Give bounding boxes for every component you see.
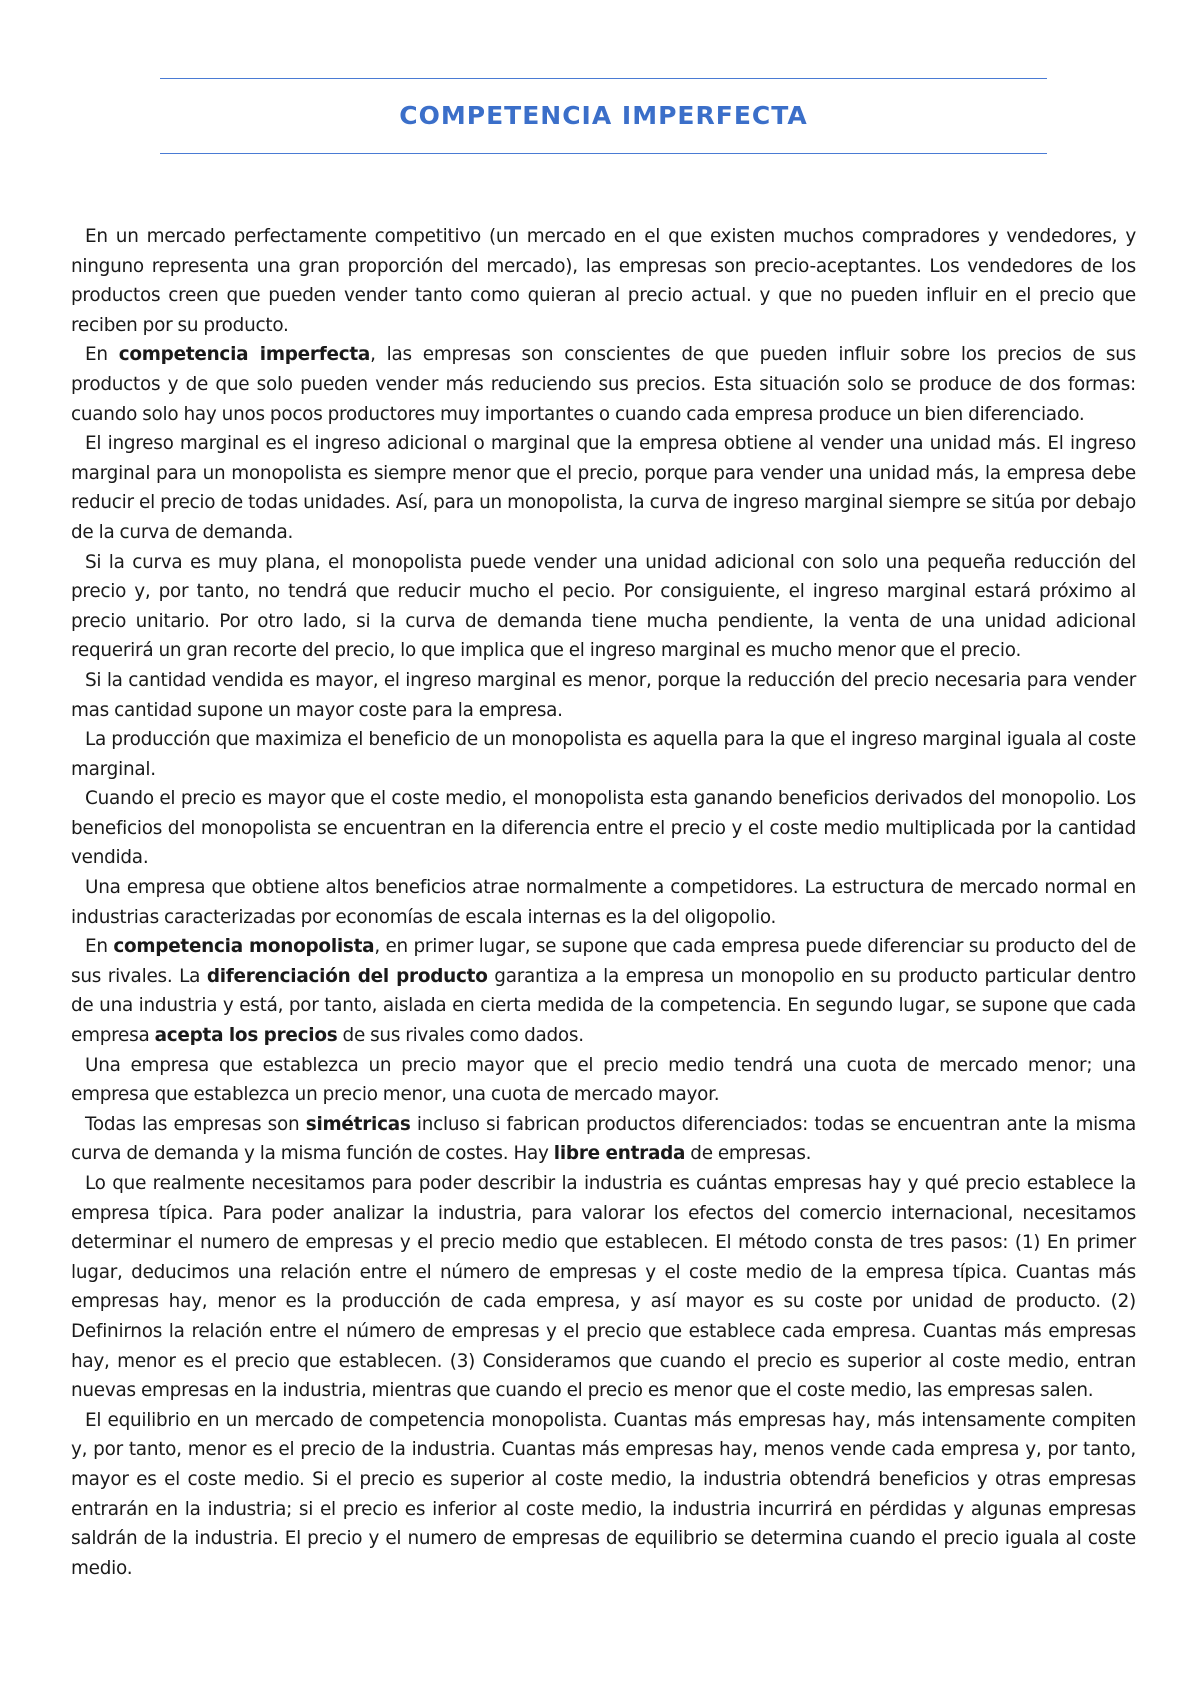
paragraph-3: El ingreso marginal es el ingreso adicional o marginal que la empresa obtiene al vender una unidad más. El ingreso marginal para un monopolista es siempre menor que el precio, porque para vender una unidad más, la empresa debe reducir el precio de todas unidades. Así, para un monopolista, la curva de ingreso marginal siempre se sitúa por debajo de la curva de demanda. xyxy=(71,433,1136,543)
paragraph-11-text: Todas las empresas son xyxy=(85,1113,306,1135)
paragraph-11 xyxy=(71,1110,1136,1169)
paragraph-9 xyxy=(71,932,1136,1050)
term-simetricas: simétricas xyxy=(305,1113,411,1135)
paragraph-8: Una empresa que obtiene altos beneficios atrae normalmente a competidores. La estructura de mercado normal en industrias caracterizadas por economías de escala internas es la del oligopolio. xyxy=(71,877,1136,928)
term-acepta-los-precios: acepta los precios xyxy=(154,1025,338,1047)
paragraph-9-text: garantiza a la empresa un monopolio en su producto particular dentro de una industria y está, por tanto, aislada en cierta medida de la competencia. En segundo lugar, se supone que cada empresa xyxy=(71,965,1136,1047)
term-competencia-imperfecta: competencia imperfecta xyxy=(118,344,371,366)
paragraph-7: Cuando el precio es mayor que el coste medio, el monopolista esta ganando beneficios derivados del monopolio. Los beneficios del monopolista se encuentran en la diferencia entre el precio y el coste medio multiplicada por la cantidad vendida. xyxy=(71,788,1136,869)
paragraph-9-text: de sus rivales como dados. xyxy=(337,1025,584,1047)
paragraph-9-text: , en primer lugar, se supone que cada empresa puede diferenciar su producto del de sus rivales. La xyxy=(71,936,1136,987)
document-title: COMPETENCIA IMPERFECTA xyxy=(399,101,808,130)
paragraph-4: Si la curva es muy plana, el monopolista puede vender una unidad adicional con solo una pequeña reducción del precio y, por tanto, no tendrá que reducir mucho el pecio. Por consiguiente, el ingreso marginal estará próximo al precio unitario. Por otro lado, si la curva de demanda tiene mucha pendiente, la venta de una unidad adicional requerirá un gran recorte del precio, lo que implica que el ingreso marginal es mucho menor que el precio. xyxy=(71,551,1136,662)
term-libre-entrada: libre entrada xyxy=(553,1143,686,1165)
term-diferenciacion-del-producto: diferenciación del producto xyxy=(206,965,488,987)
paragraph-13: El equilibrio en un mercado de competencia monopolista. Cuantas más empresas hay, más intensamente compiten y, por tanto, menor es el precio de la industria. Cuantas más empresas hay, menos vende cada empresa y, por tanto, mayor es el coste medio. Si el precio es superior al coste medio, la industria obtendrá beneficios y otras empresas entrarán en la industria; si el precio es inferior al coste medio, la industria incurrirá en pérdidas y algunas empresas saldrán de la industria. El precio y el numero de empresas de equilibrio se determina cuando el precio iguala al coste medio. xyxy=(71,1409,1136,1579)
paragraph-11-text: incluso si fabrican productos diferenciados: todas se encuentran ante la misma curva de demanda y la misma función de costes. Hay xyxy=(71,1113,1136,1165)
paragraph-9-text: En xyxy=(85,936,114,958)
paragraph-2-text: En xyxy=(85,344,119,366)
term-competencia-monopolista: competencia monopolista xyxy=(113,936,375,958)
paragraph-2 xyxy=(71,340,1136,429)
paragraph-5: Si la cantidad vendida es mayor, el ingreso marginal es menor, porque la reducción del precio necesaria para vender mas cantidad supone un mayor coste para la empresa. xyxy=(71,669,1136,721)
paragraph-11-text: de empresas. xyxy=(685,1143,812,1165)
paragraph-2-text: , las empresas son conscientes de que pueden influir sobre los precios de sus productos y de que solo pueden vender más reduciendo sus precios. Esta situación solo se produce de dos formas: cuando solo hay unos pocos productores muy importantes o cuando cada empresa produce un bien diferenciado. xyxy=(71,344,1136,425)
title-bottom-rule xyxy=(160,153,1047,154)
paragraph-12: Lo que realmente necesitamos para poder describir la industria es cuántas empresas hay y qué precio establece la empresa típica. Para poder analizar la industria, para valorar los efectos del comercio internacional, necesitamos determinar el numero de empresas y el precio medio que establecen. El método consta de tres pasos: (1) En primer lugar, deducimos una relación entre el número de empresas y el coste medio de la empresa típica. Cuantas más empresas hay, menor es la producción de cada empresa, y así mayor es su coste por unidad de producto. (2) Definirnos la relación entre el número de empresas y el precio que establece cada empresa. Cuantas más empresas hay, menor es el precio que establecen. (3) Consideramos que cuando el precio es superior al coste medio, entran nuevas empresas en la industria, mientras que cuando el precio es menor que el coste medio, las empresas salen. xyxy=(71,1173,1136,1402)
title-block xyxy=(160,78,1047,154)
paragraph-6: La producción que maximiza el beneficio de un monopolista es aquella para la que el ingreso marginal iguala al coste marginal. xyxy=(71,729,1136,780)
paragraph-1: En un mercado perfectamente competitivo (un mercado en el que existen muchos compradores y vendedores, y ninguno representa una gran proporción del mercado), las empresas son precio-aceptantes. Los vendedores de los productos creen que pueden vender tanto como quieran al precio actual. y que no pueden influir en el precio que reciben por su producto. xyxy=(71,226,1136,336)
document-body xyxy=(71,222,1136,1583)
paragraph-10: Una empresa que establezca un precio mayor que el precio medio tendrá una cuota de mercado menor; una empresa que establezca un precio menor, una cuota de mercado mayor. xyxy=(71,1054,1136,1106)
